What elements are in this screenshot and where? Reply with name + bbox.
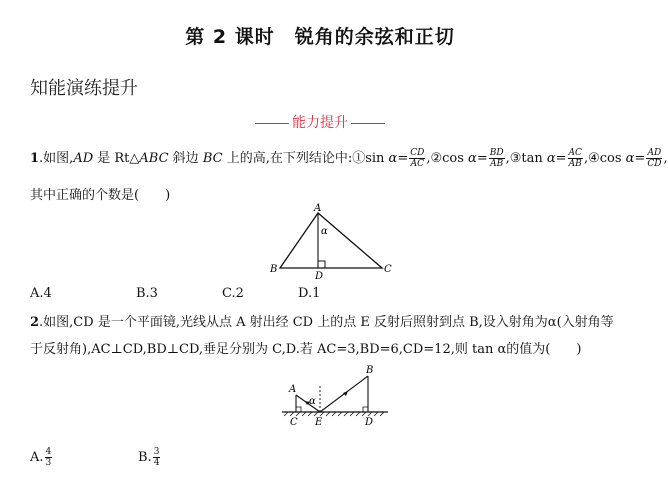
question-number: 2 <box>30 315 40 330</box>
question-1-line-2: 其中正确的个数是( ) <box>30 188 171 203</box>
q1-text: .如图, <box>39 151 74 166</box>
label-b: B <box>366 365 374 376</box>
q1-text: 斜边 <box>168 151 203 166</box>
label-d: D <box>315 271 324 282</box>
fraction-3-4: $\frac{3}{4}$ <box>153 447 160 468</box>
fraction-cd-ac: $\frac{CD}{AC}$ <box>410 148 425 169</box>
question-number: 1 <box>30 151 40 166</box>
q1-text: 上的高,在下列结论中:①sin <box>222 151 389 166</box>
label-alpha: α <box>321 226 328 237</box>
fraction-4-3: $\frac{4}{3}$ <box>45 447 52 468</box>
right-angle-d <box>363 407 368 412</box>
subsection-label: 能力提升 <box>292 115 348 131</box>
question-1-line-1 <box>30 148 668 169</box>
q1-segment-ad: AD <box>73 151 94 166</box>
q1-option-a[interactable]: A.4 <box>30 286 52 301</box>
q2-mirror-figure <box>276 362 400 432</box>
q2-option-a[interactable]: A. $\frac{4}{3}$ <box>30 447 52 468</box>
right-angle-mark <box>318 261 325 268</box>
q1-alpha: α <box>625 151 635 166</box>
label-d: D <box>365 417 374 428</box>
q1-alpha: α <box>468 151 477 166</box>
q1-text: ,②cos <box>426 151 469 166</box>
q2-option-b[interactable]: B. $\frac{3}{4}$ <box>138 447 160 468</box>
label-e: E <box>315 417 323 428</box>
fraction-ad-cd: $\frac{AD}{CD}$ <box>647 148 662 169</box>
label-a: A <box>314 203 322 214</box>
subsection-line-left <box>255 123 289 124</box>
label-b: B <box>270 264 278 275</box>
question-2-line-1 <box>30 313 614 333</box>
q1-eq: = <box>397 151 409 166</box>
q1-text: ,③tan <box>505 151 547 166</box>
q1-option-b[interactable]: B.3 <box>136 286 158 301</box>
page-title: 第 2 课时 锐角的余弦和正切 <box>185 26 455 48</box>
label-c: C <box>290 417 298 428</box>
fraction-bd-ab: $\frac{BD}{AB}$ <box>489 148 504 169</box>
q1-segment-bc: BC <box>202 151 223 166</box>
q2-text: .如图,CD 是一个平面镜,光线从点 A 射出经 CD 上的点 E 反射后照射到点 B,设入射角为α(入射角等 <box>39 315 614 330</box>
question-2-line-2: 于反射角),AC⊥CD,BD⊥CD,垂足分别为 C,D.若 AC=3,BD=6,CD=12,则 tan α的值为( ) <box>30 342 582 357</box>
q1-alpha: α <box>388 151 398 166</box>
q1-triangle-abc: ABC <box>139 151 169 166</box>
label-alpha: α <box>309 396 316 407</box>
q1-text: 是 Rt△ <box>93 151 140 166</box>
q1-text: , <box>663 151 668 166</box>
label-a: A <box>289 384 297 395</box>
q1-triangle-figure <box>260 200 400 282</box>
q1-eq: = <box>476 151 488 166</box>
right-angle-c <box>296 407 301 412</box>
q1-text: ,④cos <box>583 151 626 166</box>
q1-alpha: α <box>546 151 556 166</box>
label-c: C <box>384 264 392 275</box>
fraction-ac-ab: $\frac{AC}{AB}$ <box>568 148 582 169</box>
arrow-reflected <box>343 391 348 396</box>
q1-option-c[interactable]: C.2 <box>222 286 244 301</box>
subsection-line-right <box>351 123 385 124</box>
subsection-heading <box>0 112 640 132</box>
q1-eq: = <box>634 151 646 166</box>
section-heading: 知能演练提升 <box>30 78 138 99</box>
q1-option-d[interactable]: D.1 <box>298 286 321 301</box>
triangle-abc <box>280 213 382 268</box>
q1-eq: = <box>555 151 567 166</box>
